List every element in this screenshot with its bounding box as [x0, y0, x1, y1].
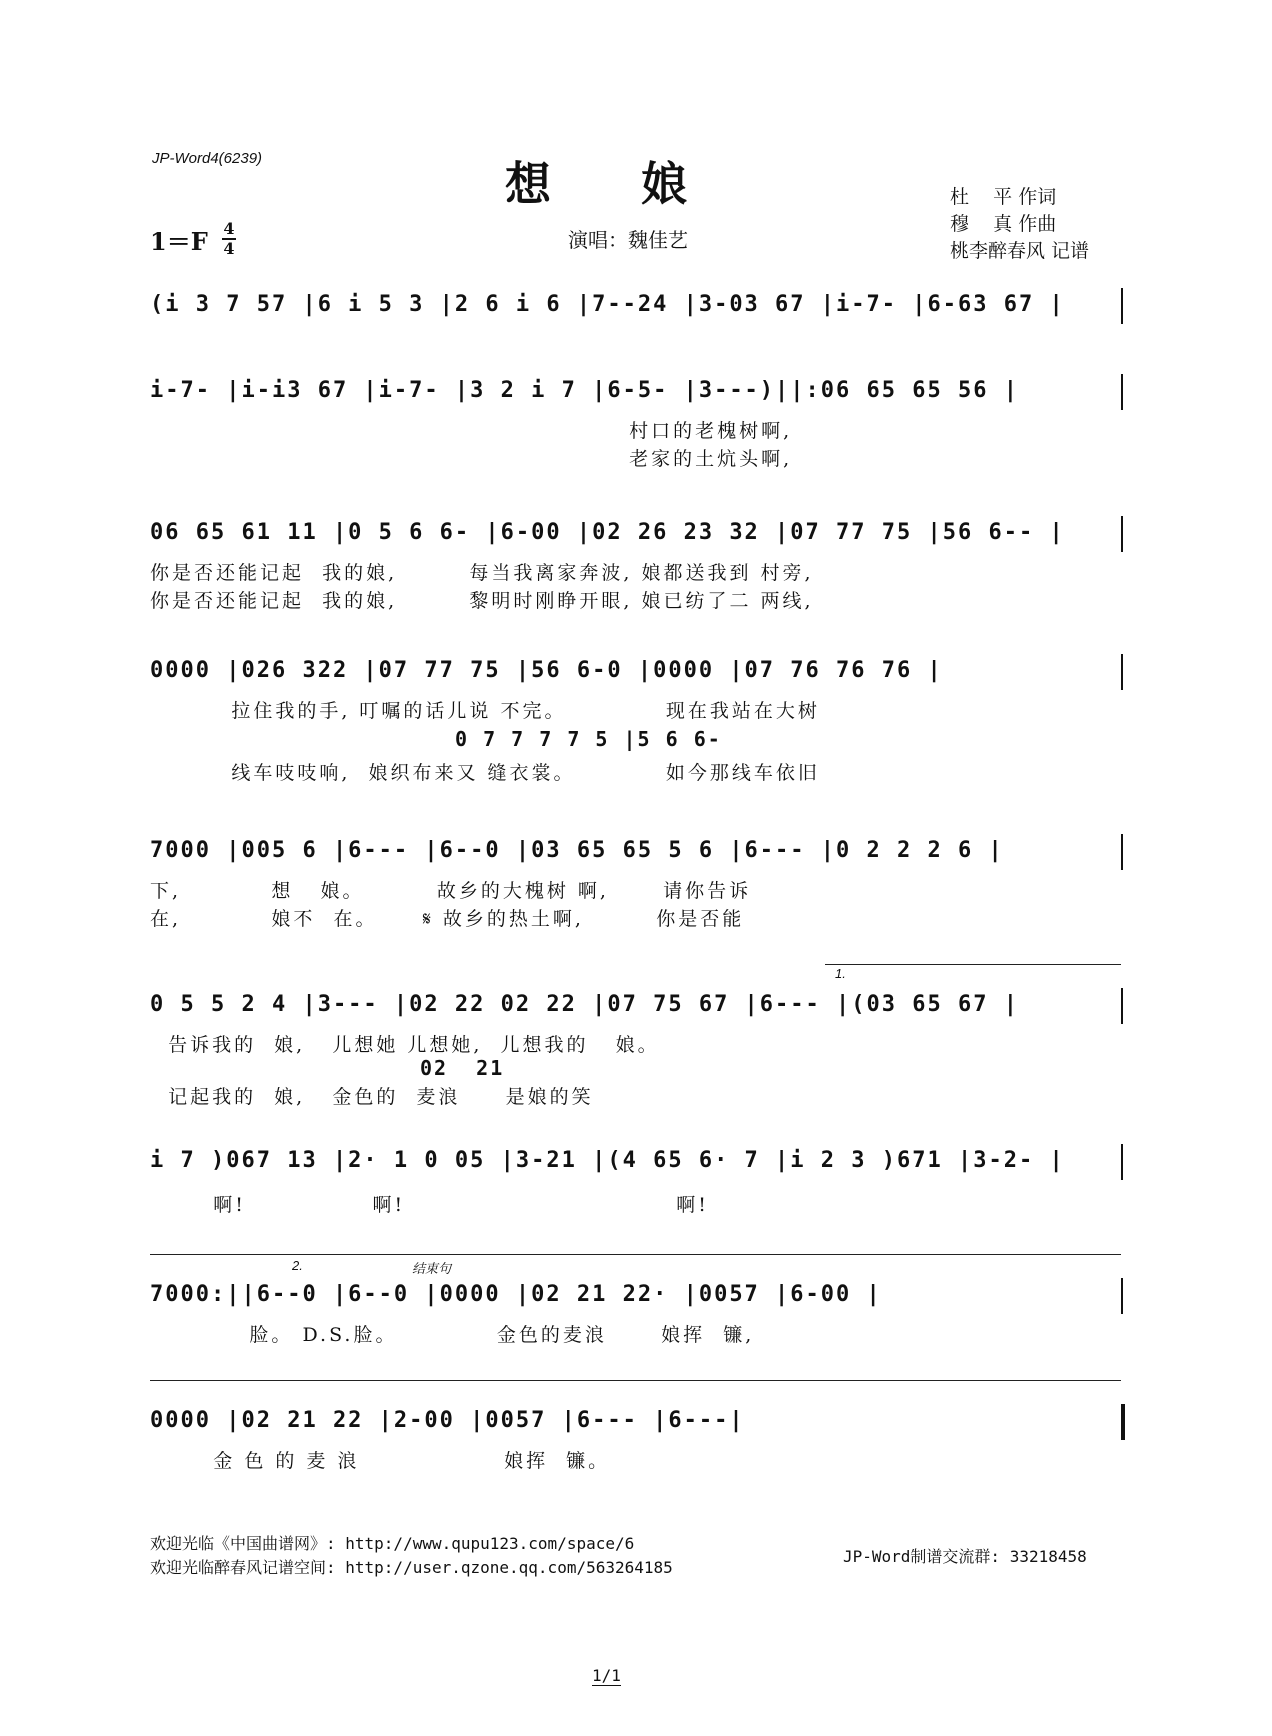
staff-line-4-alternate: 0 7 7 7 7 5 |5 6 6-: [455, 727, 722, 751]
volta-2: 2.: [292, 1258, 303, 1273]
staff-line-3: 06 65 61 11 |0 5 6 6- |6-00 |02 26 23 32 |07 77 75 |56 6-- |: [150, 520, 1065, 545]
staff-line-2: i-7- |i-i3 67 |i-7- |3 2 i 7 |6-5- |3---)||:06 65 65 56 |: [150, 378, 1019, 403]
lyric-line-3-verse-1: 你是否还能记起 我的娘, 每当我离家奔波, 娘都送我到 村旁,: [150, 562, 814, 584]
footer-link-qupu[interactable]: 欢迎光临《中国曲谱网》: http://www.qupu123.com/space/6: [150, 1534, 635, 1553]
staff-line-9: 0000 |02 21 22 |2-00 |0057 |6--- |6---|: [150, 1408, 745, 1433]
qq-group: JP-Word制谱交流群: 33218458: [843, 1547, 1087, 1566]
lyric-line-9: 金 色 的 麦 浪 娘挥 镰。: [150, 1450, 611, 1472]
key-signature: 1＝F: [150, 227, 208, 256]
time-bottom: 4: [223, 239, 235, 258]
staff-line-6-alternate: 02 21: [420, 1056, 505, 1080]
lyric-line-6-verse-2: 记起我的 娘, 金色的 麦浪 是娘的笑: [150, 1086, 594, 1108]
transcriber: 桃李醉春风 记谱: [950, 240, 1090, 262]
software-version: JP-Word4(6239): [152, 150, 263, 167]
volta-1: 1.: [835, 966, 846, 981]
lyric-line-5-verse-1: 下, 想 娘。 故乡的大槐树 啊, 请你告诉: [150, 880, 752, 902]
lyric-line-8: 脸。 D.S.脸。 金色的麦浪 娘挥 镰,: [150, 1324, 755, 1346]
song-title: 想娘: [505, 157, 777, 211]
page-number: 1/1: [592, 1666, 621, 1685]
lyric-line-5-verse-2: 在, 娘不 在。 𝄋 故乡的热土啊, 你是否能: [150, 908, 745, 930]
lyric-line-3-verse-2: 你是否还能记起 我的娘, 黎明时刚睁开眼, 娘已纺了二 两线,: [150, 590, 814, 612]
lyric-line-6-verse-1: 告诉我的 娘, 儿想她 儿想她, 儿想我的 娘。: [150, 1034, 660, 1056]
coda-label: 结束句: [412, 1261, 452, 1276]
staff-line-8: 7000:||6--0 |6--0 |0000 |02 21 22· |0057 |6-00 |: [150, 1282, 882, 1307]
singer: 演唱：魏佳艺: [568, 228, 688, 252]
composer: 穆 真 作曲: [950, 213, 1057, 235]
lyric-line-4-verse-1: 拉住我的手, 叮嘱的话儿说 不完。 现在我站在大树: [150, 700, 820, 722]
staff-line-7: i 7 )067 13 |2· 1 0 05 |3-21 |(4 65 6· 7 |i 2 3 )671 |3-2- |: [150, 1148, 1065, 1173]
staff-line-6: 0 5 5 2 4 |3--- |02 22 02 22 |07 75 67 |6--- |(03 65 67 |: [150, 992, 1019, 1017]
footer-links: [150, 1532, 673, 1580]
footer-link-qzone[interactable]: 欢迎光临醉春风记谱空间: http://user.qzone.qq.com/563264185: [150, 1558, 673, 1577]
lyric-line-2-verse-1: 村口的老槐树啊,: [150, 420, 793, 442]
lyric-line-2-verse-2: 老家的土炕头啊,: [150, 448, 793, 470]
lyric-line-4-verse-2: 线车吱吱响, 娘织布来又 缝衣裳。 如今那线车依旧: [150, 762, 820, 784]
lyricist: 杜 平 作词: [950, 186, 1057, 208]
staff-line-4: 0000 |026 322 |07 77 75 |56 6-0 |0000 |07 76 76 76 |: [150, 658, 943, 683]
credits: [950, 184, 1089, 265]
time-top: 4: [223, 219, 235, 238]
lyric-line-7: 啊! 啊! 啊!: [150, 1194, 709, 1216]
staff-line-5: 7000 |005 6 |6--- |6--0 |03 65 65 5 6 |6--- |0 2 2 2 6 |: [150, 838, 1004, 863]
staff-line-1: (i 3 7 57 |6 i 5 3 |2 6 i 6 |7--24 |3-03 67 |i-7- |6-63 67 |: [150, 292, 1065, 317]
time-signature: [222, 221, 236, 257]
